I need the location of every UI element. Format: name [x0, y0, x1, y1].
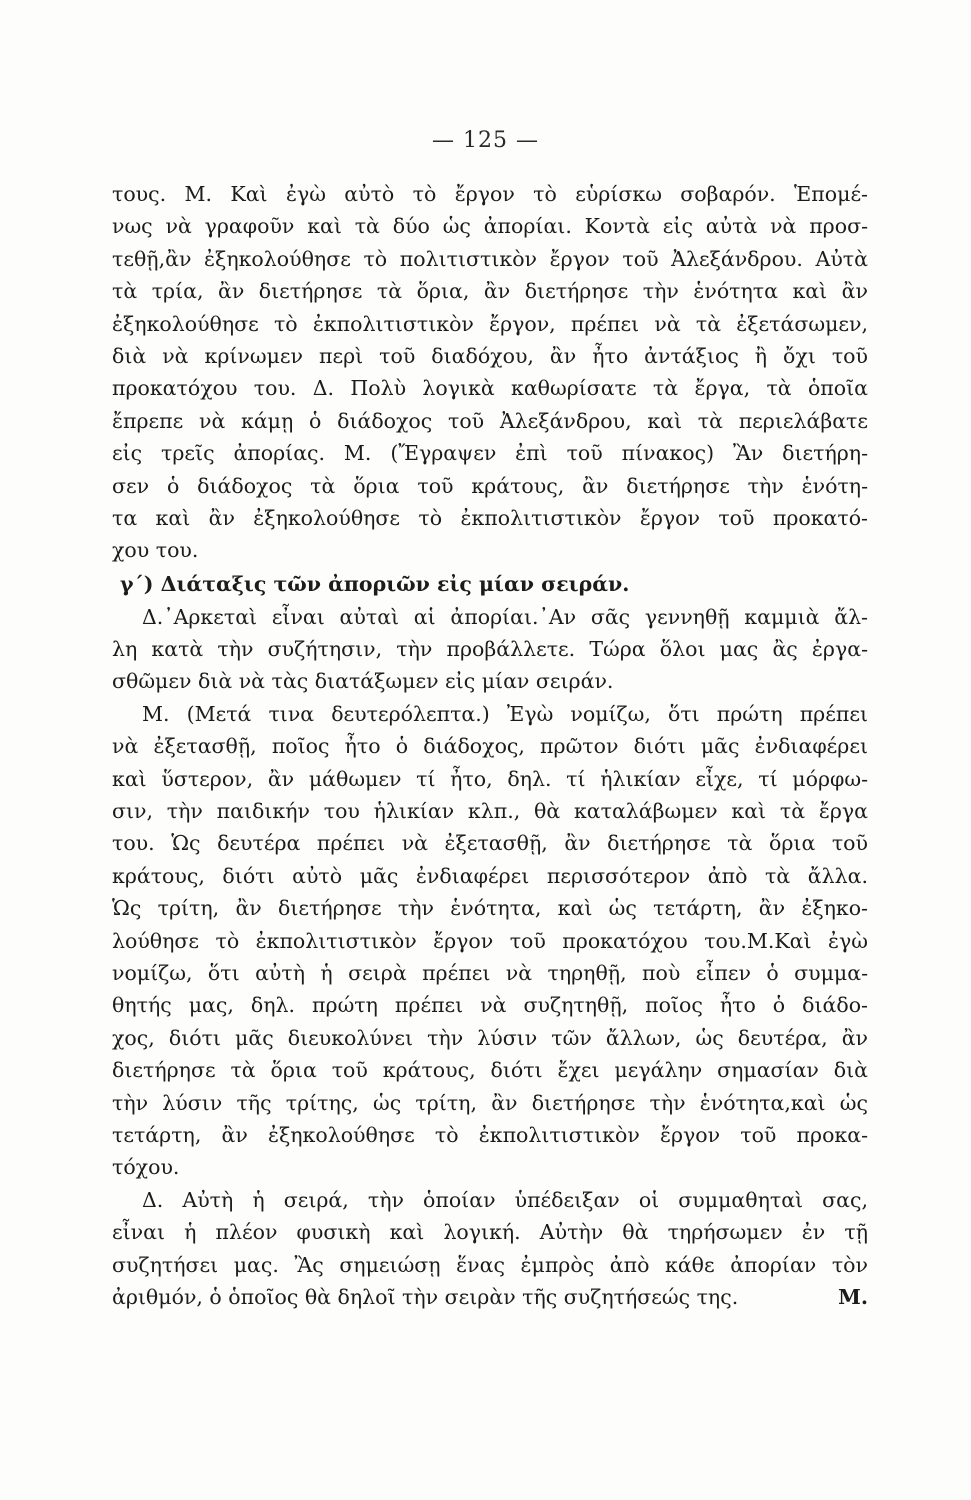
text-line: του. Ὡς δευτέρα πρέπει νὰ ἐξετασθῇ, ἂν διετήρησε τὰ ὅρια τοῦ [112, 831, 868, 856]
text-line: τόχου. [112, 1155, 180, 1180]
text-line: Μ. (Μετά τινα δευτερόλεπτα.) Ἐγὼ νομίζω, ὅτι πρώτη πρέπει [142, 701, 868, 726]
text-line: διετήρησε τὰ ὅρια τοῦ κράτους, διότι ἔχει μεγάλην σημασίαν διὰ [112, 1058, 868, 1083]
text-line-final: ἀριθμόν, ὁ ὁποῖος θὰ δηλοῖ τὴν σειρὰν τῆς συζητήσεώς της. [112, 1284, 739, 1309]
text-line: νως νὰ γραφοῦν καὶ τὰ δύο ὡς ἀπορίαι. Κοντὰ εἰς αὐτὰ νὰ προσ- [112, 214, 868, 239]
text-line: καὶ ὕστερον, ἂν μάθωμεν τί ἦτο, δηλ. τί ἡλικίαν εἶχε, τί μόρφω- [112, 766, 868, 791]
text-line: τετάρτη, ἂν ἐξηκολούθησε τὸ ἐκπολιτιστικὸν ἔργον τοῦ προκα- [112, 1122, 868, 1147]
text-line: τους. Μ. Καὶ ἐγὼ αὐτὸ τὸ ἔργον τὸ εὑρίσκω σοβαρόν. Ἑπομέ- [112, 182, 868, 206]
section-heading: γ΄) Διάταξις τῶν ἀποριῶν εἰς μίαν σειράν. [120, 571, 630, 596]
text-line: νὰ ἐξετασθῇ, ποῖος ἦτο ὁ διάδοχος, πρῶτον διότι μᾶς ἐνδιαφέρει [112, 734, 868, 759]
text-line: τὰ τρία, ἂν διετήρησε τὰ ὅρια, ἂν διετήρησε τὴν ἑνότητα καὶ ἂν [112, 279, 868, 304]
text-line: θητής μας, δηλ. πρώτη πρέπει νὰ συζητηθῇ, ποῖος ἦτο ὁ διάδο- [112, 993, 868, 1018]
speaker-mark: Μ. [838, 1284, 868, 1309]
text-line: τα καὶ ἂν ἐξηκολούθησε τὸ ἐκπολιτιστικὸν ἔργον τοῦ προκατό- [112, 505, 868, 530]
text-line: εἶναι ἡ πλέον φυσικὴ καὶ λογική. Αὐτὴν θὰ τηρήσωμεν ἐν τῇ [112, 1220, 868, 1245]
text-line: προκατόχου του. Δ. Πολὺ λογικὰ καθωρίσατε τὰ ἔργα, τὰ ὁποῖα [112, 376, 868, 401]
page-body [112, 178, 868, 1313]
text-line: χος, διότι μᾶς διευκολύνει τὴν λύσιν τῶν ἄλλων, ὡς δευτέρα, ἂν [112, 1025, 868, 1050]
page-number: — 125 — [432, 128, 539, 153]
text-line: χου του. [112, 538, 199, 563]
text-line: κράτους, διότι αὐτὸ μᾶς ἐνδιαφέρει περισσότερον ἀπὸ τὰ ἄλλα. [112, 863, 868, 888]
text-line: εἰς τρεῖς ἀπορίας. Μ. (Ἔγραψεν ἐπὶ τοῦ πίνακος) Ἂν διετήρη- [112, 441, 868, 466]
text-line: τὴν λύσιν τῆς τρίτης, ὡς τρίτη, ἂν διετήρησε τὴν ἑνότητα,καὶ ὡς [112, 1090, 868, 1115]
text-line: νομίζω, ὅτι αὐτὴ ἡ σειρὰ πρέπει νὰ τηρηθῇ, ποὺ εἶπεν ὁ συμμα- [112, 960, 868, 985]
text-line: σεν ὁ διάδοχος τὰ ὅρια τοῦ κράτους, ἂν διετήρησε τὴν ἑνότη- [112, 473, 868, 498]
text-line-last [112, 1281, 868, 1313]
text-line: ἔπρεπε νὰ κάμῃ ὁ διάδοχος τοῦ Ἀλεξάνδρου, καὶ τὰ περιελάβατε [112, 408, 868, 433]
text-line: ἐξηκολούθησε τὸ ἐκπολιτιστικὸν ἔργον, πρέπει νὰ τὰ ἐξετάσωμεν, [112, 311, 868, 336]
text-line: λη κατὰ τὴν συζήτησιν, τὴν προβάλλετε. Τώρα ὅλοι μας ἂς ἐργα- [112, 637, 868, 662]
text-line: διὰ νὰ κρίνωμεν περὶ τοῦ διαδόχου, ἂν ἦτο ἀντάξιος ἢ ὄχι τοῦ [112, 343, 868, 368]
text-line: συζητήσει μας. Ἂς σημειώσῃ ἕνας ἐμπρὸς ἀπὸ κάθε ἀπορίαν τὸν [112, 1252, 868, 1277]
text-line: Ὡς τρίτη, ἂν διετήρησε τὴν ἑνότητα, καὶ ὡς τετάρτη, ἂν ἐξηκο- [112, 896, 868, 921]
text-line: λούθησε τὸ ἐκπολιτιστικὸν ἔργον τοῦ προκατόχου του.Μ.Καὶ ἐγὼ [112, 928, 868, 953]
text-line: τεθῇ,ἂν ἐξηκολούθησε τὸ πολιτιστικὸν ἔργον τοῦ Ἀλεξάνδρου. Αὐτὰ [112, 246, 868, 271]
text-line: Δ.᾿Αρκεταὶ εἶναι αὐταὶ αἱ ἀπορίαι.᾿Αν σᾶς γεννηθῇ καμμιὰ ἄλ- [142, 604, 868, 629]
text-line: σιν, τὴν παιδικήν του ἡλικίαν κλπ., θὰ καταλάβωμεν καὶ τὰ ἔργα [112, 799, 868, 824]
text-line: Δ. Αὐτὴ ἡ σειρά, τὴν ὁποίαν ὑπέδειξαν οἱ συμμαθηταὶ σας, [142, 1187, 868, 1212]
text-line: σθῶμεν διὰ νὰ τὰς διατάξωμεν εἰς μίαν σειράν. [112, 669, 614, 694]
